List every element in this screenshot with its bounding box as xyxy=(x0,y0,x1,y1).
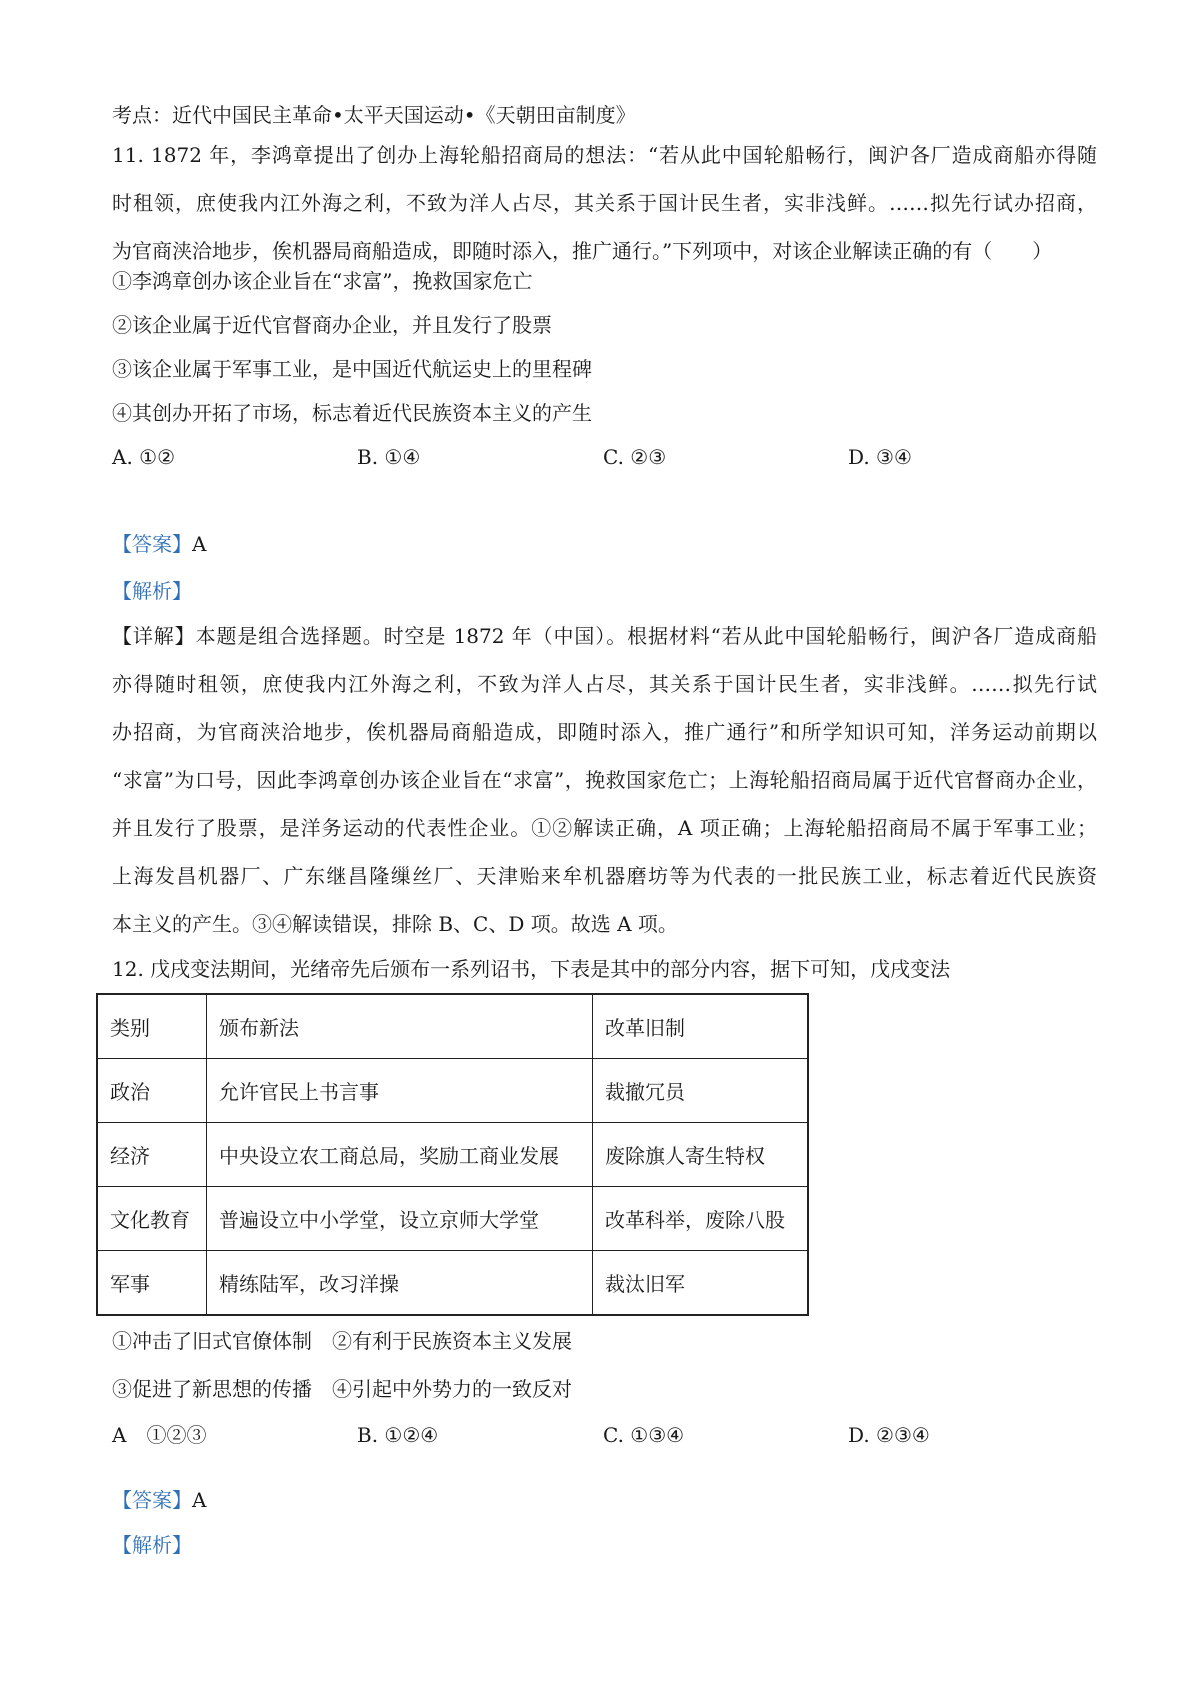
q11-option-d: D. ③④ xyxy=(848,445,912,469)
table-row xyxy=(97,1059,808,1123)
table-cell: 改革科举，废除八股 xyxy=(593,1187,809,1251)
q11-detail-line: 办招商，为官商浃洽地步，俟机器局商船造成，即随时添入，推广通行”和所学知识可知，洋务运动前期以 xyxy=(112,720,1097,744)
table-cell: 裁撤冗员 xyxy=(593,1059,809,1123)
q12-stem: 12. 戊戌变法期间，光绪帝先后颁布一系列诏书，下表是其中的部分内容，据下可知，戊戌变法 xyxy=(112,957,951,981)
detail-tag: 【详解】 xyxy=(112,624,196,648)
table-cell: 军事 xyxy=(97,1251,207,1316)
analysis-tag: 【解析】 xyxy=(112,1533,192,1557)
q11-stem-line: 时租领，庶使我内江外海之利，不致为洋人占尽，其关系于国计民生者，实非浅鲜。……拟先行试办招商， xyxy=(112,191,1097,215)
answer-value: A xyxy=(192,532,207,556)
q12-answer xyxy=(112,1486,206,1514)
table-cell: 允许官民上书言事 xyxy=(207,1059,593,1123)
q12-option-b: B. ①②④ xyxy=(357,1423,439,1447)
q11-item: ④其创办开拓了市场，标志着近代民族资本主义的产生 xyxy=(112,401,592,425)
table-header-cell: 颁布新法 xyxy=(207,994,593,1059)
table-row xyxy=(97,1123,808,1187)
q11-detail-line xyxy=(112,612,1097,660)
answer-tag: 【答案】 xyxy=(112,1488,192,1512)
q12-item: ①冲击了旧式官僚体制 ②有利于民族资本主义发展 xyxy=(112,1329,572,1353)
table-row xyxy=(97,1251,808,1316)
table-row xyxy=(97,1187,808,1251)
table-cell: 文化教育 xyxy=(97,1187,207,1251)
q12-option-c: C. ①③④ xyxy=(603,1423,685,1447)
q11-option-b: B. ①④ xyxy=(357,445,421,469)
table-cell: 裁汰旧军 xyxy=(593,1251,809,1316)
q11-detail-line: 上海发昌机器厂、广东继昌隆缫丝厂、天津贻来牟机器磨坊等为代表的一批民族工业，标志着近代民族资 xyxy=(112,864,1097,888)
table-cell: 精练陆军，改习洋操 xyxy=(207,1251,593,1316)
table-header-cell: 类别 xyxy=(97,994,207,1059)
q11-stem-line: 11. 1872 年，李鸿章提出了创办上海轮船招商局的想法：“若从此中国轮船畅行，闽沪各厂造成商船亦得随 xyxy=(112,143,1097,167)
q12-option-a: A ①②③ xyxy=(112,1423,207,1447)
table-cell: 中央设立农工商总局，奖励工商业发展 xyxy=(207,1123,593,1187)
q11-answer xyxy=(112,530,206,558)
q11-item: ①李鸿章创办该企业旨在“求富”，挽救国家危亡 xyxy=(112,269,533,293)
detail-text: 本题是组合选择题。时空是 1872 年（中国）。根据材料“若从此中国轮船畅行，闽沪各厂造成商船 xyxy=(195,624,1098,648)
table-header-row xyxy=(97,994,808,1059)
q11-stem xyxy=(112,131,1097,275)
q11-analysis-tag xyxy=(112,577,192,605)
q11-item: ②该企业属于近代官督商办企业，并且发行了股票 xyxy=(112,313,552,337)
analysis-tag: 【解析】 xyxy=(112,579,192,603)
q11-detail xyxy=(112,612,1097,948)
q11-detail-line: 并且发行了股票，是洋务运动的代表性企业。①②解读正确，A 项正确；上海轮船招商局不属于军事工业； xyxy=(112,816,1097,840)
q11-detail-line: 本主义的产生。③④解读错误，排除 B、C、D 项。故选 A 项。 xyxy=(112,912,678,936)
table-cell: 经济 xyxy=(97,1123,207,1187)
table-cell: 普遍设立中小学堂，设立京师大学堂 xyxy=(207,1187,593,1251)
answer-tag: 【答案】 xyxy=(112,532,192,556)
answer-value: A xyxy=(192,1488,207,1512)
reform-table xyxy=(96,993,809,1316)
q12-item: ③促进了新思想的传播 ④引起中外势力的一致反对 xyxy=(112,1377,572,1401)
q11-item: ③该企业属于军事工业，是中国近代航运史上的里程碑 xyxy=(112,357,592,381)
table-cell: 政治 xyxy=(97,1059,207,1123)
q12-analysis-tag xyxy=(112,1531,192,1559)
table-cell: 废除旗人寄生特权 xyxy=(593,1123,809,1187)
q11-stem-line: 为官商浃洽地步，俟机器局商船造成，即随时添入，推广通行。”下列项中，对该企业解读正确的有（ ） xyxy=(112,239,1053,263)
kaodian-line: 考点：近代中国民主革命•太平天国运动•《天朝田亩制度》 xyxy=(112,103,636,127)
q11-detail-line: “求富”为口号，因此李鸿章创办该企业旨在“求富”，挽救国家危亡；上海轮船招商局属于近代官督商办企业， xyxy=(112,768,1097,792)
table-header-cell: 改革旧制 xyxy=(593,994,809,1059)
q11-detail-line: 亦得随时租领，庶使我内江外海之利，不致为洋人占尽，其关系于国计民生者，实非浅鲜。……拟先行试 xyxy=(112,672,1097,696)
q12-option-d: D. ②③④ xyxy=(848,1423,930,1447)
q11-option-a: A. ①② xyxy=(112,445,176,469)
q11-option-c: C. ②③ xyxy=(603,445,667,469)
